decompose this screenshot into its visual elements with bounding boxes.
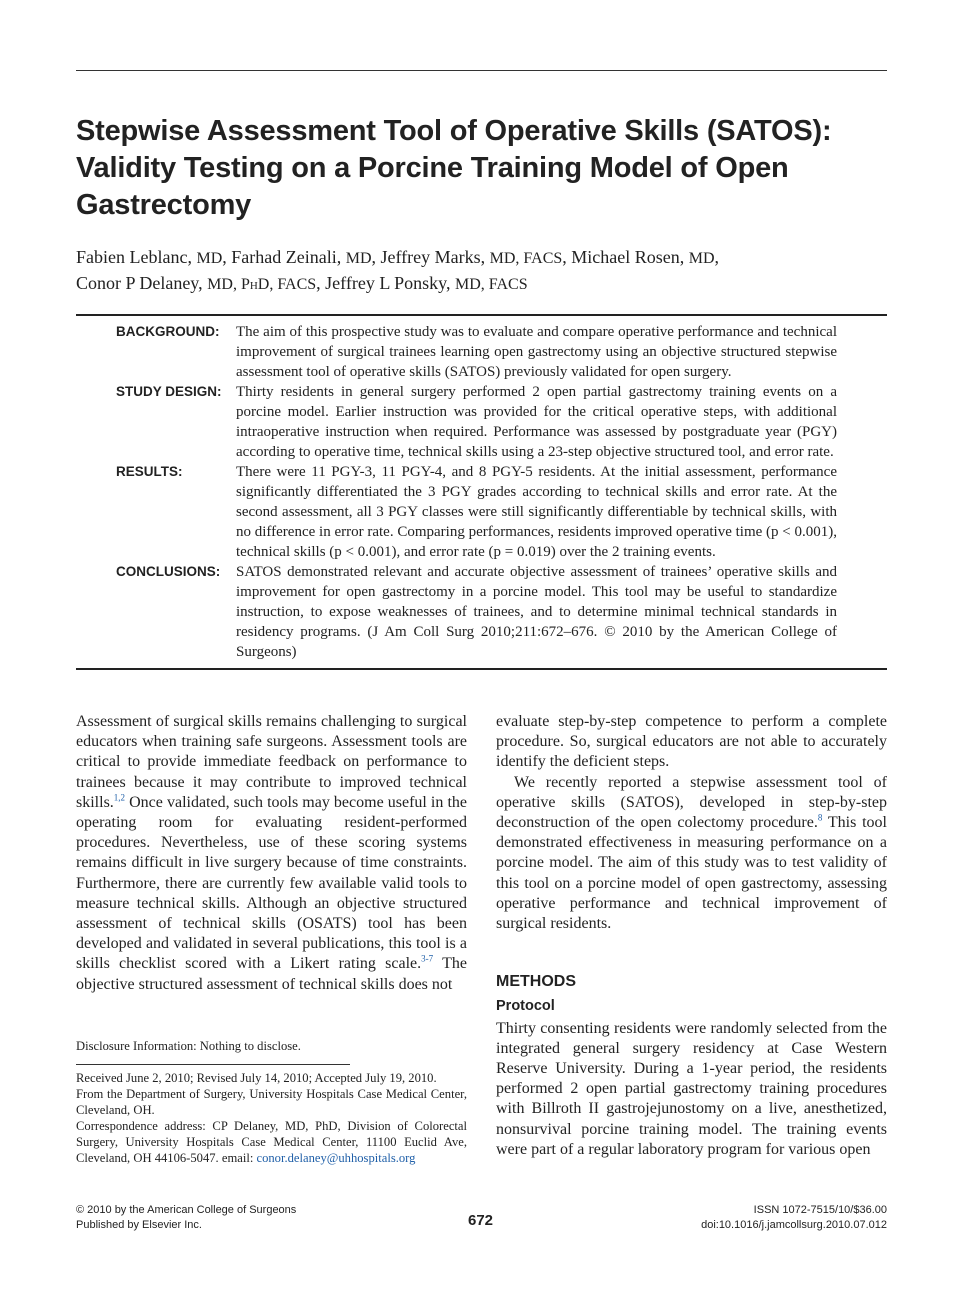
article-notes — [76, 1038, 467, 1166]
abstract-label: CONCLUSIONS: — [116, 564, 221, 579]
disclosure-note: Disclosure Information: Nothing to disclose. — [76, 1039, 301, 1053]
author-credentials: MD, PhD, FACS — [207, 276, 317, 293]
email-link[interactable]: conor.delaney@uhhospitals.org — [256, 1151, 416, 1165]
author-credentials: MD — [688, 250, 715, 267]
abstract-text: The aim of this prospective study was to evaluate and compare operative performance and technical improvement of surgical trainees learning open gastrectomy using an objective structured stepwise assessment tool of operative skills (SATOS) previously validated for open surgery. — [236, 324, 837, 380]
section-heading-methods: METHODS — [496, 973, 576, 991]
abstract-text: Thirty residents in general surgery performed 2 open partial gastrectomy training events on a porcine model. Earlier instruction was provided for the critical operative steps, with additional intraoperative instruction when required. Performance was assessed by postgraduate year (PGY) according to operative time, technical skills using a 23-step objective structured tool, and error rate. — [236, 384, 837, 460]
author-name: Jeffrey Marks — [380, 247, 481, 267]
top-rule — [76, 70, 887, 71]
footer-left — [76, 1203, 296, 1233]
author-credentials: MD — [196, 250, 223, 267]
abstract-label: STUDY DESIGN: — [116, 384, 222, 399]
author-name: Jeffrey L Ponsky — [325, 273, 446, 293]
page-number: 672 — [468, 1212, 494, 1229]
abstract-label: BACKGROUND: — [116, 324, 220, 339]
abstract-study-design — [76, 382, 887, 462]
citation-link[interactable]: 3-7 — [421, 954, 434, 965]
body-column-right — [496, 712, 887, 1160]
citation-link[interactable]: 8 — [817, 812, 823, 823]
notes-rule — [76, 1064, 350, 1065]
paragraph-text: The objective structured assessment of technical skills does not — [76, 955, 467, 993]
abstract-label: RESULTS: — [116, 464, 183, 479]
abstract — [76, 314, 887, 670]
author-list: Fabien Leblanc, MD, Farhad Zeinali, MD, Jeffrey Marks, MD, FACS, Michael Rosen, MD, Conor P Delaney, MD, PhD, FACS, Jeffrey L Ponsky, MD, FACS — [76, 247, 720, 293]
subsection-heading-protocol: Protocol — [496, 998, 555, 1015]
abstract-results — [76, 462, 887, 562]
author-name: Fabien Leblanc — [76, 247, 188, 267]
footer-right — [701, 1203, 887, 1233]
author-name: Farhad Zeinali — [231, 247, 337, 267]
paragraph-text: This tool demonstrated effectiveness in measuring performance on a porcine model. The aim of this study was to test validity of this tool on a porcine model of open gastrectomy, assessing operative performance and technical improvement of surgical residents. — [496, 814, 887, 933]
doi-link[interactable]: doi:10.1016/j.jamcollsurg.2010.07.012 — [701, 1219, 887, 1231]
article-title: Stepwise Assessment Tool of Operative Skills (SATOS): Validity Testing on a Porcine Training Model of Open Gastrectomy — [76, 115, 832, 221]
issn-text: ISSN 1072-7515/10/$36.00 — [753, 1204, 887, 1216]
author-credentials: MD — [345, 250, 372, 267]
correspondence-note — [76, 1118, 467, 1166]
author-name: Conor P Delaney — [76, 273, 199, 293]
affiliation-note: From the Department of Surgery, University Hospitals Case Medical Center, Cleveland, OH. — [76, 1087, 467, 1117]
author-name: Michael Rosen — [571, 247, 680, 267]
article-page — [76, 0, 887, 1290]
paragraph-text: Once validated, such tools may become useful in the operating room for evaluating resident-performed procedures. Nevertheless, use of these scoring systems remains difficult in live surgery because of time constraints. Furthermore, there are currently few available valid tools to measure technical skills. Although an objective structured assessment of technical skills (OSATS) tool has been developed and validated in several publications, this tool is a skills checklist scored with a Likert rating scale. — [76, 793, 467, 973]
abstract-conclusions — [76, 562, 887, 662]
copyright-text: © 2010 by the American College of Surgeons — [76, 1204, 297, 1216]
author-credentials: MD, FACS — [455, 276, 528, 293]
body-column-left — [76, 712, 467, 995]
citation-link[interactable]: 1,2 — [113, 792, 126, 803]
correspondence-text: Correspondence address: CP Delaney, MD, PhD, Division of Colorectal Surgery, University Hospitals Case Medical Center, 11100 Euclid Ave, Cleveland, OH 44106-5047. email: — [76, 1119, 467, 1165]
publisher-text: Published by Elsevier Inc. — [76, 1219, 202, 1231]
body-paragraph — [76, 712, 467, 995]
abstract-text: There were 11 PGY-3, 11 PGY-4, and 8 PGY-5 residents. At the initial assessment, performance significantly differentiated the 3 PGY grades according to technical skills and error rate. At the second assessment, all 3 PGY classes were still significantly differentiable by technical skills, with no difference in error rate. Comparing performances, residents improved operative time (p < 0.001), technical skills (p < 0.001), and error rate (p = 0.019) over the 2 training events. — [236, 464, 837, 560]
body-paragraph — [496, 773, 887, 935]
abstract-text: SATOS demonstrated relevant and accurate objective assessment of trainees’ operative skills and improvement for open gastrectomy in a porcine model. This tool may be useful to standardize instruction, to expose weaknesses of trainees, and to determine minimal technical standards in residency programs. (J Am Coll Surg 2010;211:672–676. © 2010 by the American College of Surgeons) — [236, 564, 837, 660]
body-paragraph: Thirty consenting residents were randomly selected from the integrated general surgery residency at Case Western Reserve University. During a 1-year period, the residents performed 2 open partial gastrectomy training procedures with Billroth II gastrojejunostomy on a live, anesthetized, nonsurvival porcine training model. The training events were part of a regular laboratory program for various open — [496, 1019, 887, 1158]
author-credentials: MD, FACS — [489, 250, 563, 267]
abstract-background — [76, 322, 887, 382]
paragraph-text: We recently reported a stepwise assessment tool of operative skills (SATOS), developed in step-by-step deconstruction of the open colectomy procedure. — [496, 773, 887, 832]
body-paragraph: evaluate step-by-step competence to perform a complete procedure. So, surgical educators are not able to accurately identify the deficient steps. — [496, 713, 887, 771]
received-dates: Received June 2, 2010; Revised July 14, 2010; Accepted July 19, 2010. — [76, 1071, 437, 1085]
paragraph-text: Assessment of surgical skills remains challenging to surgical educators when training safe surgeons. Assessment tools are critical to provide immediate feedback on performance to trainees because it may contribute to improved technical skills. — [76, 713, 467, 811]
